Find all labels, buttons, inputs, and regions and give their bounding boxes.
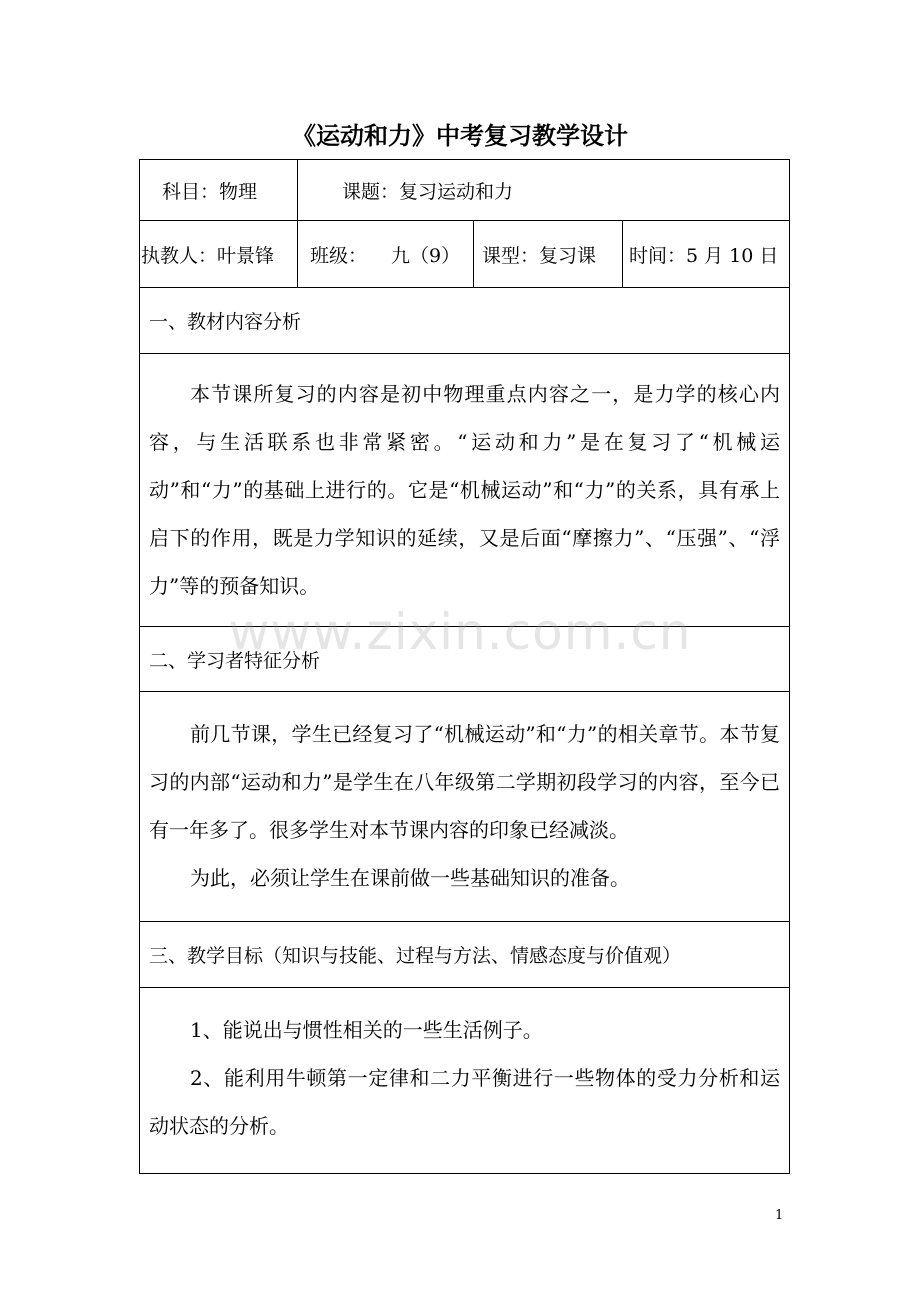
paragraph: 2、能利用牛顿第一定律和二力平衡进行一些物体的受力分析和运动状态的分析。 bbox=[149, 1066, 780, 1138]
paragraph: 前几节课，学生已经复习了“机械运动”和“力”的相关章节。本节复习的内部“运动和力”是学生在八年级第二学期初段学习的内容，至今已有一年多了。很多学生对本节课内容的印象已经减淡。 bbox=[149, 722, 780, 842]
document-title: 《运动和力》中考复习教学设计 bbox=[292, 122, 628, 150]
section-heading: 二、学习者特征分析 bbox=[149, 649, 321, 672]
section-body bbox=[149, 1006, 780, 1150]
section-body-row-1 bbox=[140, 354, 789, 627]
time-cell bbox=[623, 221, 789, 287]
paragraph: 本节课所复习的内容是初中物理重点内容之一，是力学的核心内容，与生活联系也非常紧密。“运动和力”是在复习了“机械运动”和“力”的基础上进行的。它是“机械运动”和“力”的关系，具有承上启下的作用，既是力学知识的延续，又是后面“摩擦力”、“压强”、“浮力”等的预备知识。 bbox=[149, 382, 780, 598]
info-row-subject bbox=[140, 160, 789, 221]
class-label: 班级： bbox=[310, 244, 368, 267]
paragraph: 1、能说出与惯性相关的一些生活例子。 bbox=[190, 1018, 543, 1042]
teacher-text: 执教人：叶景锋 bbox=[141, 244, 275, 267]
section-body-row-2 bbox=[140, 692, 789, 922]
topic-cell bbox=[298, 160, 789, 220]
subject-cell bbox=[140, 160, 298, 220]
info-row-teacher bbox=[140, 221, 789, 288]
watermark: www.zixin.com.cn bbox=[228, 603, 692, 661]
lesson-type-text: 课型：复习课 bbox=[482, 244, 597, 267]
time-text: 时间：5 月 10 日 bbox=[629, 244, 779, 267]
subject-text: 科目：物理 bbox=[162, 180, 258, 203]
class-cell bbox=[298, 221, 474, 287]
section-heading: 一、教材内容分析 bbox=[149, 311, 302, 333]
topic-text: 课题：复习运动和力 bbox=[342, 180, 514, 203]
section-heading-row-2 bbox=[140, 627, 789, 692]
page-number: 1 bbox=[775, 1208, 784, 1223]
section-body bbox=[149, 370, 780, 610]
section-heading: 三、教学目标（知识与技能、过程与方法、情感态度与价值观） bbox=[149, 945, 682, 967]
lesson-plan-table bbox=[139, 159, 790, 1174]
section-body bbox=[149, 710, 780, 902]
section-heading-row-3 bbox=[140, 922, 789, 988]
teacher-cell bbox=[140, 221, 298, 287]
section-heading-row-1 bbox=[140, 288, 789, 354]
lesson-type-cell bbox=[474, 221, 623, 287]
class-value: 九（9） bbox=[391, 244, 461, 267]
section-body-row-3 bbox=[140, 988, 789, 1173]
paragraph: 为此，必须让学生在课前做一些基础知识的准备。 bbox=[190, 866, 630, 890]
